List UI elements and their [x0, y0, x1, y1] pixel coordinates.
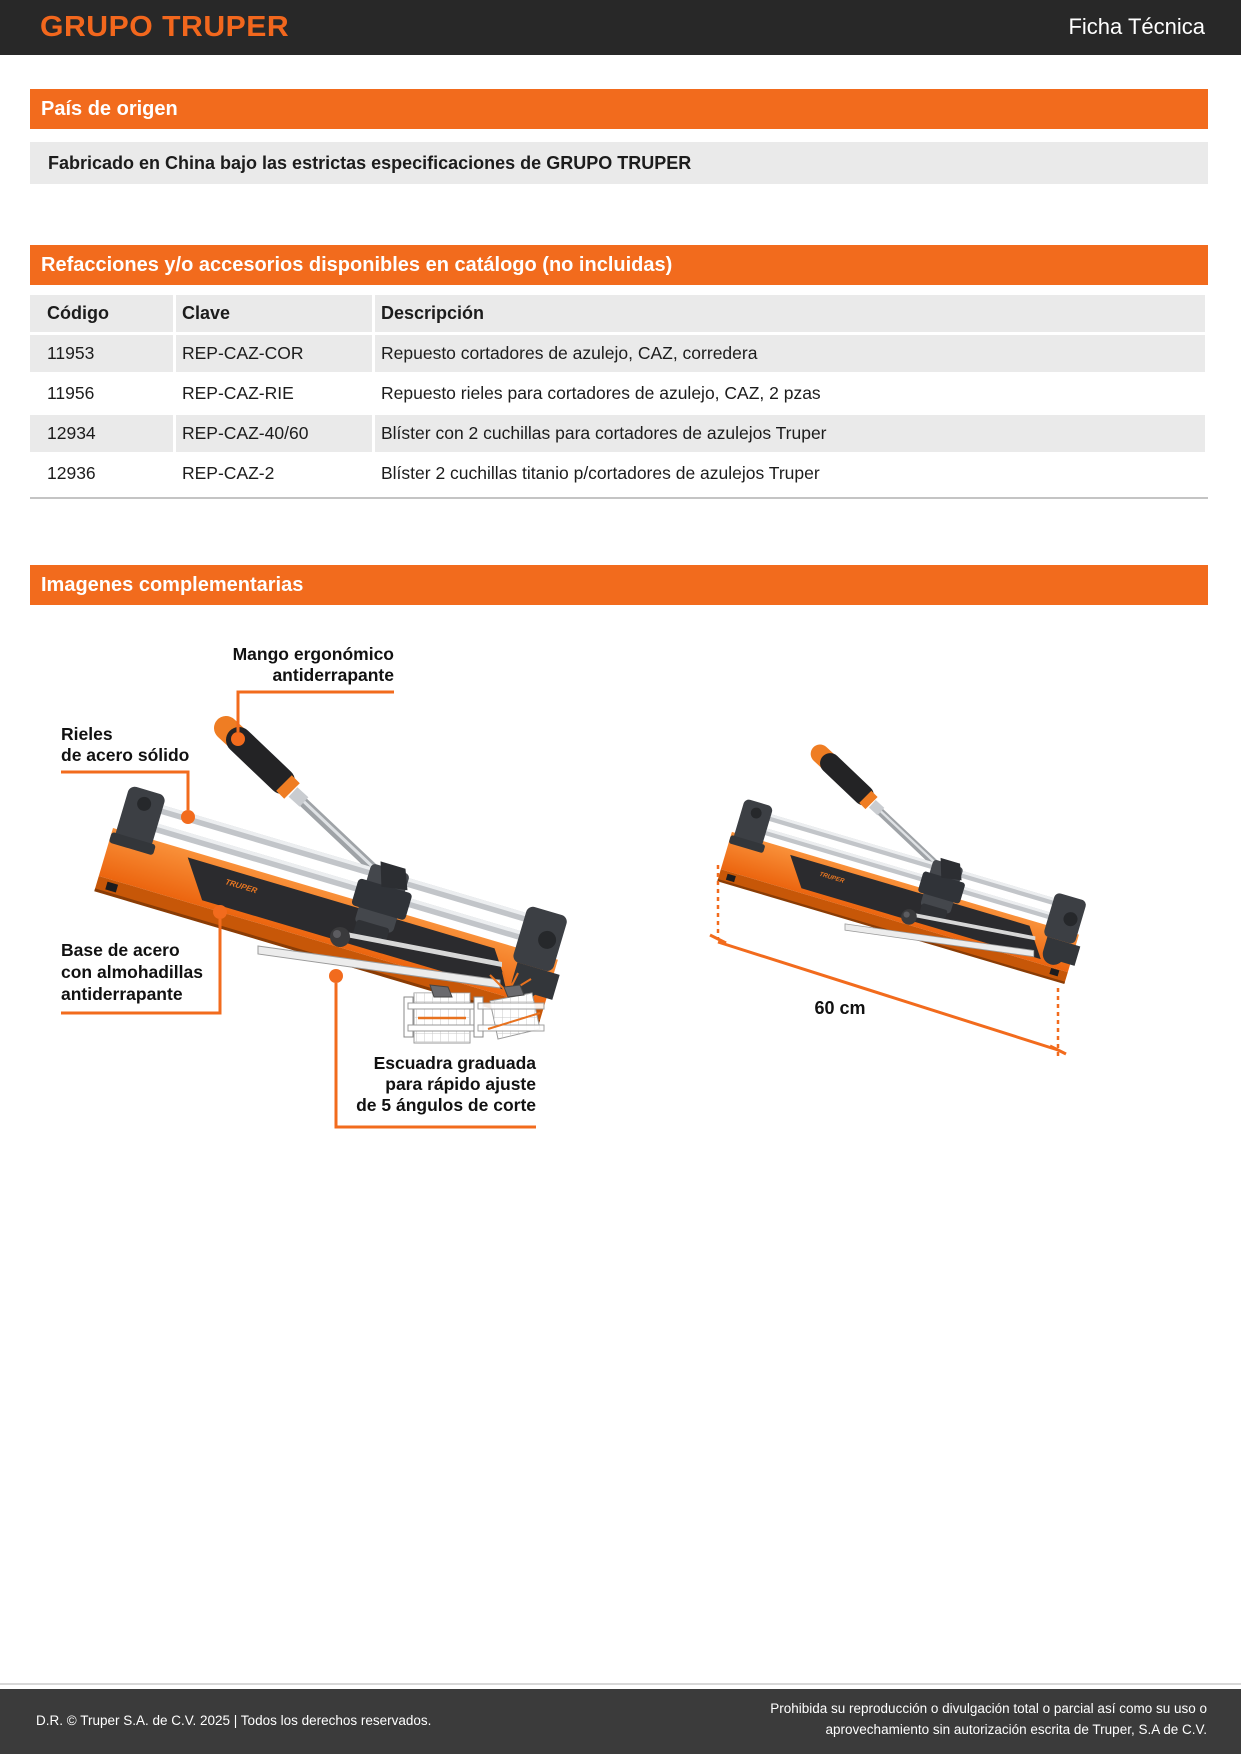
footer-bar [0, 1689, 1241, 1754]
cell-clave: REP-CAZ-RIE [176, 375, 372, 412]
cell-codigo: 12934 [30, 415, 173, 452]
cell-clave: REP-CAZ-2 [176, 455, 372, 492]
cell-clave: REP-CAZ-COR [176, 335, 372, 372]
dimension-label: 60 cm [814, 998, 866, 1018]
column-header-descripcion: Descripción [375, 295, 1205, 332]
column-header-clave: Clave [176, 295, 372, 332]
callout-square: Escuadra graduada para rápido ajuste de 5 ángulos de corte [356, 1053, 536, 1115]
section-header-parts: Refacciones y/o accesorios disponibles en catálogo (no incluidas) [30, 245, 1208, 285]
column-header-codigo: Código [30, 295, 173, 332]
cell-descripcion: Blíster 2 cuchillas titanio p/cortadores de azulejos Truper [375, 455, 1205, 492]
table-bottom-rule [30, 497, 1208, 499]
parts-table-header [30, 295, 1205, 332]
cell-descripcion: Repuesto rieles para cortadores de azulejo, CAZ, 2 pzas [375, 375, 1205, 412]
tile-cutter-illustration [0, 620, 1241, 1140]
top-header-bar [0, 0, 1241, 55]
table-row [30, 455, 1205, 492]
callout-base: Base de acero con almohadillas antiderrapante [61, 940, 203, 1004]
table-row [30, 335, 1205, 372]
section-header-images: Imagenes complementarias [30, 565, 1208, 605]
cell-descripcion: Blíster con 2 cuchillas para cortadores de azulejos Truper [375, 415, 1205, 452]
cell-clave: REP-CAZ-40/60 [176, 415, 372, 452]
brand-logo: GRUPO TRUPER [40, 11, 290, 43]
copyright-text: D.R. © Truper S.A. de C.V. 2025 | Todos los derechos reservados. [36, 1713, 432, 1728]
cell-descripcion: Repuesto cortadores de azulejo, CAZ, corredera [375, 335, 1205, 372]
legal-text: Prohibida su reproducción o divulgación total o parcial así como su uso o aprovechamiento sin autorización escrita de Truper, S.A de C.V. [770, 1701, 1207, 1737]
cell-codigo: 12936 [30, 455, 173, 492]
callout-rails: Rieles de acero sólido [61, 724, 190, 765]
table-row [30, 415, 1205, 452]
callout-handle: Mango ergonómico antiderrapante [232, 644, 394, 685]
footer-top-rule [0, 1683, 1241, 1685]
complementary-images [0, 620, 1241, 1140]
origin-statement: Fabricado en China bajo las estrictas especificaciones de GRUPO TRUPER [30, 142, 1208, 184]
cell-codigo: 11953 [30, 335, 173, 372]
document-title: Ficha Técnica [1068, 14, 1205, 39]
table-row [30, 375, 1205, 412]
section-header-origin: País de origen [30, 89, 1208, 129]
cell-codigo: 11956 [30, 375, 173, 412]
parts-table [27, 292, 1208, 495]
